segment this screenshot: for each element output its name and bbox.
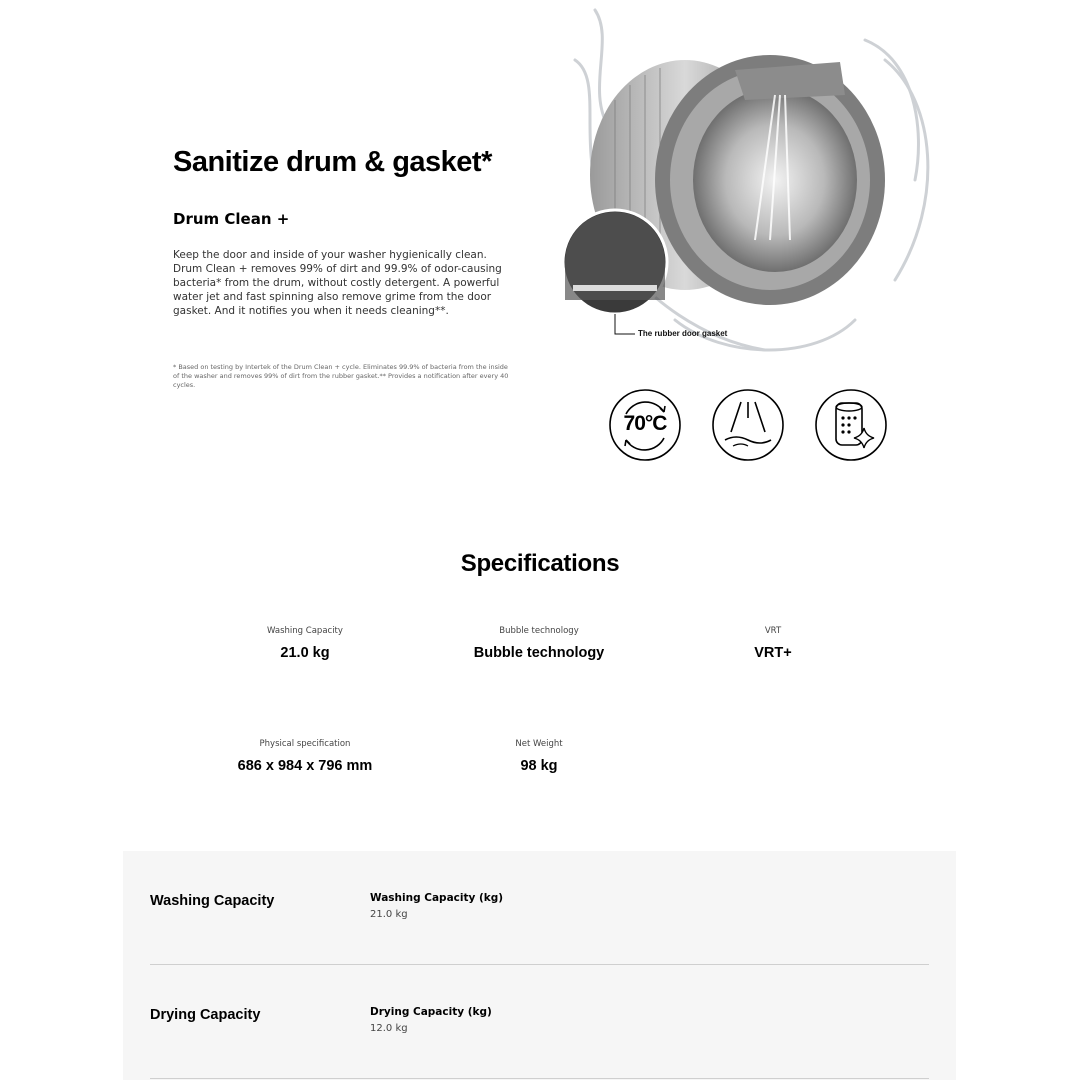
spec-bubble-technology	[422, 626, 656, 661]
feature-title: Sanitize drum & gasket*	[173, 146, 492, 178]
detail-value: 21.0 kg	[370, 909, 408, 920]
spec-washing-capacity	[188, 626, 422, 661]
washer-drum-image	[555, 0, 945, 370]
drum-clean-feature	[0, 0, 1080, 480]
spec-label: Bubble technology	[499, 626, 579, 636]
detail-label: Drying Capacity (kg)	[370, 1006, 492, 1018]
spec-value: 21.0 kg	[280, 645, 330, 661]
spec-value: VRT+	[754, 645, 792, 661]
drum-sparkle-icon	[814, 388, 888, 462]
gasket-callout-label: The rubber door gasket	[638, 329, 728, 338]
spec-net-weight	[422, 739, 656, 774]
water-jet-icon	[711, 388, 785, 462]
detail-category: Washing Capacity	[150, 893, 275, 909]
feature-subtitle: Drum Clean +	[173, 210, 290, 228]
feature-icon-row	[608, 388, 888, 462]
detail-category: Drying Capacity	[150, 1007, 261, 1023]
spec-value: 98 kg	[520, 758, 558, 774]
spec-value: 686 x 984 x 796 mm	[237, 758, 373, 774]
spec-detail-table	[123, 851, 956, 1080]
feature-description: Keep the door and inside of your washer hygienically clean. Drum Clean + removes 99% of dirt and 99.9% of odor-causing bacteria* from the drum, without costly detergent. A powerful water jet and fast spinning also remove grime from the door gasket. And it notifies you when it needs cleaning**.	[173, 249, 502, 317]
spec-physical-specification	[188, 739, 422, 774]
temperature-label: 70°C	[623, 412, 667, 435]
specifications-heading: Specifications	[460, 550, 620, 577]
spec-value: Bubble technology	[473, 645, 605, 661]
temperature-cycle-icon	[608, 388, 682, 462]
detail-label: Washing Capacity (kg)	[370, 892, 504, 904]
spec-label: VRT	[764, 626, 782, 636]
spec-vrt	[656, 626, 890, 661]
row-divider	[150, 1078, 929, 1079]
spec-label: Washing Capacity	[267, 626, 343, 636]
detail-row-drying-capacity	[150, 965, 929, 1079]
feature-footnote: * Based on testing by Intertek of the Drum Clean + cycle. Eliminates 99.9% of bacteria from the inside of the washer and removes 99% of dirt from the rubber gasket.** Provides a notification after every 40 cycles.	[173, 363, 509, 389]
spec-label: Physical specification	[259, 739, 351, 749]
detail-value: 12.0 kg	[370, 1023, 408, 1034]
spec-label: Net Weight	[515, 739, 563, 749]
detail-row-washing-capacity	[150, 851, 929, 965]
